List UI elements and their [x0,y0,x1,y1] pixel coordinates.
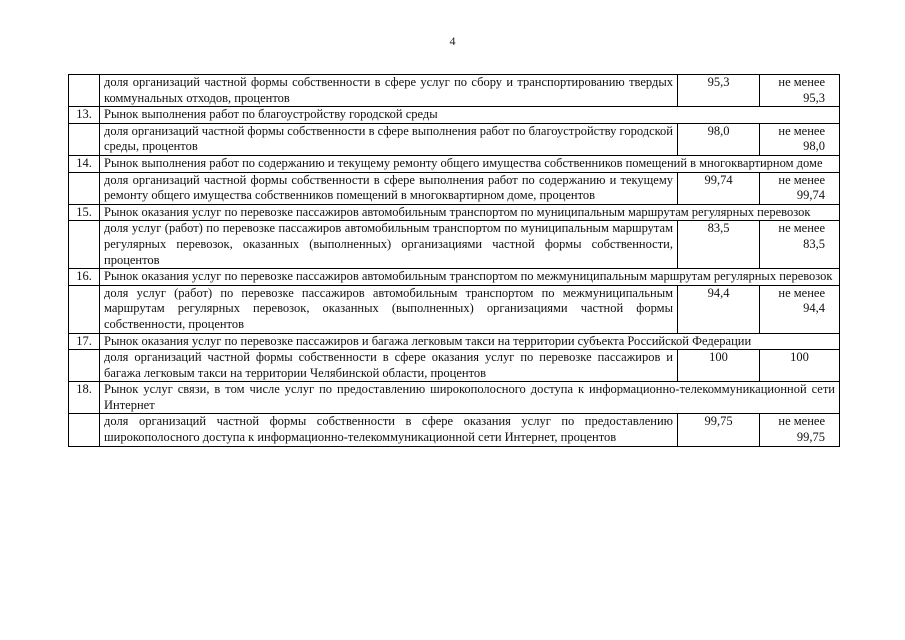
indicator-name: доля услуг (работ) по перевозке пассажиров автомобильным транспортом по межмуниципальным маршрутам регулярных перевозок, оказанных (выполненных) организациями частной формы собственности, процентов [100,285,678,333]
indicator-target-value: 99,74 [796,188,825,203]
section-number: 15. [69,204,100,221]
section-number: 17. [69,333,100,350]
indicator-value: 95,3 [678,75,760,107]
indicator-target-label: не менее [778,75,825,89]
indicator-name: доля организаций частной формы собственности в сфере выполнения работ по содержанию и текущему ремонту общего имущества собственников помещений в многоквартирном доме, процентов [100,172,678,204]
indicator-row [69,350,840,382]
indicator-target-cell [760,414,840,446]
indicator-row [69,75,840,107]
indicator-target-cell [760,75,840,107]
section-title: Рынок выполнения работ по благоустройству городской среды [100,107,840,124]
indicator-number-cell [69,75,100,107]
section-row [69,107,840,124]
indicator-target-label: не менее [778,414,825,429]
indicator-name: доля организаций частной формы собственности в сфере выполнения работ по благоустройству городской среды, процентов [100,123,678,155]
indicator-name: доля организаций частной формы собственности в сфере оказания услуг по предоставлению широкополосного доступа к информационно-телекоммуникационной сети Интернет, процентов [100,414,678,446]
section-title: Рынок услуг связи, в том числе услуг по предоставлению широкополосного доступа к информационно-телекоммуникационной сети Интернет [100,382,840,414]
section-row [69,269,840,286]
indicator-value: 83,5 [678,221,760,269]
indicator-target-cell [760,350,840,382]
indicator-target-value: 83,5 [803,236,825,251]
indicators-table-body [69,75,840,447]
indicator-value: 99,75 [678,414,760,446]
indicator-target-label: не менее [778,221,825,236]
indicator-name: доля организаций частной формы собственности в сфере оказания услуг по перевозке пассажиров и багажа легковым такси на территории Челябинской области, процентов [100,350,678,382]
indicator-number-cell [69,285,100,333]
indicator-number-cell [69,172,100,204]
section-title: Рынок оказания услуг по перевозке пассажиров и багажа легковым такси на территории субъекта Российской Федерации [100,333,840,350]
section-number: 18. [69,382,100,414]
indicator-row [69,221,840,269]
indicator-number-cell [69,221,100,269]
indicator-target-value: 98,0 [803,139,825,154]
indicator-target-value: 95,3 [803,90,825,105]
indicator-value: 98,0 [678,123,760,155]
indicator-row [69,123,840,155]
indicator-row [69,285,840,333]
indicator-value: 94,4 [678,285,760,333]
indicator-target-cell [760,285,840,333]
section-row [69,204,840,221]
indicator-row [69,172,840,204]
page-number: 4 [449,34,456,48]
section-title: Рынок выполнения работ по содержанию и текущему ремонту общего имущества собственников помещений в многоквартирном доме [100,155,840,172]
indicator-target-cell [760,172,840,204]
indicator-value: 99,74 [678,172,760,204]
section-title: Рынок оказания услуг по перевозке пассажиров автомобильным транспортом по муниципальным маршрутам регулярных перевозок [100,204,840,221]
section-title: Рынок оказания услуг по перевозке пассажиров автомобильным транспортом по межмуниципальным маршрутам регулярных перевозок [100,269,840,286]
indicator-name: доля организаций частной формы собственности в сфере услуг по сбору и транспортированию твердых коммунальных отходов, процентов [100,75,678,107]
indicator-target-cell [760,123,840,155]
section-number: 14. [69,155,100,172]
indicator-row [69,414,840,446]
indicator-target-value: 99,75 [796,430,825,445]
indicators-table [68,74,840,447]
indicator-target-label: не менее [778,123,825,138]
indicator-target-label: 100 [790,350,809,365]
indicator-value: 100 [678,350,760,382]
section-row [69,155,840,172]
indicator-target-value: 94,4 [803,301,825,316]
indicator-target-label: не менее [778,285,825,300]
indicator-target-label: не менее [778,172,825,187]
section-row [69,333,840,350]
section-number: 13. [69,107,100,124]
indicator-name: доля услуг (работ) по перевозке пассажиров автомобильным транспортом по муниципальным маршрутам регулярных перевозок, оказанных (выполненных) организациями частной формы собственности, процентов [100,221,678,269]
section-row [69,382,840,414]
indicator-number-cell [69,350,100,382]
indicator-number-cell [69,414,100,446]
indicator-target-cell [760,221,840,269]
section-number: 16. [69,269,100,286]
indicator-number-cell [69,123,100,155]
